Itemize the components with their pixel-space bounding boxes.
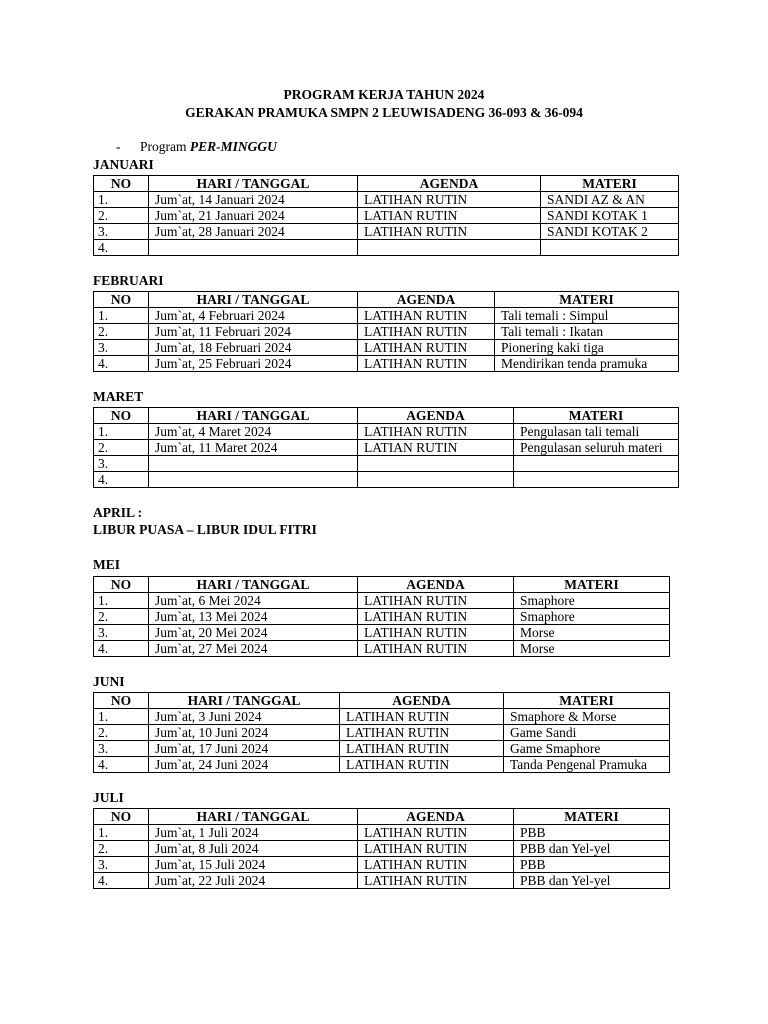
- cell-materi: Game Smaphore: [504, 741, 670, 757]
- table-row: [94, 641, 670, 657]
- table-row: [94, 841, 670, 857]
- april-holiday-note: LIBUR PUASA – LIBUR IDUL FITRI: [93, 522, 317, 537]
- cell-date: Jum`at, 11 Februari 2024: [149, 324, 358, 340]
- column-header-date: HARI / TANGGAL: [149, 693, 340, 709]
- cell-no: 2.: [94, 208, 149, 224]
- cell-date: Jum`at, 25 Februari 2024: [149, 356, 358, 372]
- cell-no: 4.: [94, 472, 149, 488]
- cell-materi: Game Sandi: [504, 725, 670, 741]
- document-subtitle: GERAKAN PRAMUKA SMPN 2 LEUWISADENG 36-093 & 36-094: [185, 105, 583, 120]
- program-prefix: Program: [140, 139, 190, 154]
- cell-date: Jum`at, 22 Juli 2024: [149, 873, 358, 889]
- cell-materi: Pengulasan tali temali: [514, 424, 679, 440]
- column-header-materi: MATERI: [514, 577, 670, 593]
- cell-date: Jum`at, 21 Januari 2024: [149, 208, 358, 224]
- cell-no: 2.: [94, 440, 149, 456]
- cell-date: Jum`at, 24 Juni 2024: [149, 757, 340, 773]
- cell-agenda: LATIAN RUTIN: [358, 208, 541, 224]
- table-row: [94, 424, 679, 440]
- cell-date: [149, 472, 358, 488]
- cell-date: Jum`at, 11 Maret 2024: [149, 440, 358, 456]
- cell-agenda: LATIAN RUTIN: [358, 440, 514, 456]
- cell-agenda: LATIHAN RUTIN: [358, 641, 514, 657]
- cell-no: 1.: [94, 424, 149, 440]
- table-header-row: [94, 292, 679, 308]
- column-header-materi: MATERI: [504, 693, 670, 709]
- table-row: [94, 340, 679, 356]
- column-header-no: NO: [94, 292, 149, 308]
- cell-date: Jum`at, 3 Juni 2024: [149, 709, 340, 725]
- cell-materi: Morse: [514, 625, 670, 641]
- schedule-table-juni: [93, 692, 670, 773]
- month-label-juni: JUNI: [93, 674, 125, 689]
- table-row: [94, 456, 679, 472]
- cell-date: Jum`at, 8 Juli 2024: [149, 841, 358, 857]
- column-header-date: HARI / TANGGAL: [149, 292, 358, 308]
- document-title: PROGRAM KERJA TAHUN 2024: [283, 87, 485, 102]
- cell-date: Jum`at, 28 Januari 2024: [149, 224, 358, 240]
- table-row: [94, 356, 679, 372]
- cell-materi: Tali temali : Simpul: [495, 308, 679, 324]
- column-header-materi: MATERI: [514, 809, 670, 825]
- bullet-dash: -: [116, 139, 121, 154]
- cell-no: 1.: [94, 825, 149, 841]
- table-row: [94, 825, 670, 841]
- table-row: [94, 873, 670, 889]
- cell-agenda: LATIHAN RUTIN: [358, 356, 495, 372]
- table-row: [94, 308, 679, 324]
- column-header-agenda: AGENDA: [358, 809, 514, 825]
- cell-date: Jum`at, 1 Juli 2024: [149, 825, 358, 841]
- cell-no: 3.: [94, 224, 149, 240]
- column-header-date: HARI / TANGGAL: [149, 577, 358, 593]
- cell-agenda: LATIHAN RUTIN: [358, 424, 514, 440]
- cell-date: [149, 456, 358, 472]
- cell-agenda: LATIHAN RUTIN: [358, 340, 495, 356]
- cell-agenda: LATIHAN RUTIN: [340, 757, 504, 773]
- cell-materi: PBB dan Yel-yel: [514, 841, 670, 857]
- cell-materi: Tanda Pengenal Pramuka: [504, 757, 670, 773]
- cell-no: 3.: [94, 456, 149, 472]
- cell-no: 4.: [94, 356, 149, 372]
- cell-no: 3.: [94, 741, 149, 757]
- cell-agenda: LATIHAN RUTIN: [358, 324, 495, 340]
- table-row: [94, 725, 670, 741]
- cell-date: Jum`at, 4 Februari 2024: [149, 308, 358, 324]
- cell-date: Jum`at, 18 Februari 2024: [149, 340, 358, 356]
- cell-date: Jum`at, 17 Juni 2024: [149, 741, 340, 757]
- cell-agenda: [358, 240, 541, 256]
- cell-materi: Morse: [514, 641, 670, 657]
- column-header-date: HARI / TANGGAL: [149, 408, 358, 424]
- cell-agenda: [358, 456, 514, 472]
- cell-agenda: LATIHAN RUTIN: [358, 873, 514, 889]
- cell-agenda: LATIHAN RUTIN: [358, 192, 541, 208]
- table-row: [94, 208, 679, 224]
- cell-date: Jum`at, 10 Juni 2024: [149, 725, 340, 741]
- cell-materi: PBB: [514, 825, 670, 841]
- column-header-agenda: AGENDA: [358, 176, 541, 192]
- column-header-agenda: AGENDA: [358, 408, 514, 424]
- cell-agenda: LATIHAN RUTIN: [358, 857, 514, 873]
- table-row: [94, 625, 670, 641]
- cell-agenda: LATIHAN RUTIN: [358, 825, 514, 841]
- cell-materi: [514, 472, 679, 488]
- column-header-no: NO: [94, 809, 149, 825]
- cell-materi: Pionering kaki tiga: [495, 340, 679, 356]
- cell-no: 2.: [94, 609, 149, 625]
- cell-no: 1.: [94, 308, 149, 324]
- table-row: [94, 757, 670, 773]
- cell-agenda: LATIHAN RUTIN: [358, 308, 495, 324]
- column-header-agenda: AGENDA: [358, 577, 514, 593]
- column-header-no: NO: [94, 176, 149, 192]
- cell-no: 4.: [94, 240, 149, 256]
- cell-date: Jum`at, 4 Maret 2024: [149, 424, 358, 440]
- table-row: [94, 593, 670, 609]
- cell-no: 4.: [94, 641, 149, 657]
- column-header-agenda: AGENDA: [340, 693, 504, 709]
- cell-materi: Tali temali : Ikatan: [495, 324, 679, 340]
- table-row: [94, 224, 679, 240]
- schedule-table-juli: [93, 808, 670, 889]
- cell-materi: [514, 456, 679, 472]
- column-header-no: NO: [94, 693, 149, 709]
- cell-no: 3.: [94, 857, 149, 873]
- table-row: [94, 472, 679, 488]
- cell-materi: Smaphore: [514, 609, 670, 625]
- cell-materi: Pengulasan seluruh materi: [514, 440, 679, 456]
- cell-materi: SANDI AZ & AN: [541, 192, 679, 208]
- table-row: [94, 709, 670, 725]
- table-header-row: [94, 176, 679, 192]
- month-label-april: APRIL :: [93, 505, 143, 520]
- schedule-table-maret: [93, 407, 679, 488]
- cell-agenda: LATIHAN RUTIN: [340, 725, 504, 741]
- table-row: [94, 857, 670, 873]
- cell-date: Jum`at, 14 Januari 2024: [149, 192, 358, 208]
- cell-date: Jum`at, 13 Mei 2024: [149, 609, 358, 625]
- cell-materi: SANDI KOTAK 1: [541, 208, 679, 224]
- column-header-materi: MATERI: [541, 176, 679, 192]
- cell-agenda: LATIHAN RUTIN: [358, 609, 514, 625]
- table-row: [94, 192, 679, 208]
- cell-no: 3.: [94, 340, 149, 356]
- cell-materi: Mendirikan tenda pramuka: [495, 356, 679, 372]
- cell-no: 1.: [94, 709, 149, 725]
- cell-date: Jum`at, 27 Mei 2024: [149, 641, 358, 657]
- table-header-row: [94, 809, 670, 825]
- schedule-table-januari: [93, 175, 679, 256]
- cell-agenda: LATIHAN RUTIN: [358, 593, 514, 609]
- program-emphasis: PER-MINGGU: [189, 139, 277, 154]
- cell-date: [149, 240, 358, 256]
- month-label-januari: JANUARI: [93, 157, 154, 172]
- program-line: [116, 139, 277, 155]
- table-header-row: [94, 693, 670, 709]
- table-row: [94, 440, 679, 456]
- cell-agenda: LATIHAN RUTIN: [340, 709, 504, 725]
- cell-no: 1.: [94, 593, 149, 609]
- table-row: [94, 240, 679, 256]
- column-header-no: NO: [94, 408, 149, 424]
- cell-materi: PBB: [514, 857, 670, 873]
- table-row: [94, 609, 670, 625]
- schedule-table-februari: [93, 291, 679, 372]
- cell-materi: PBB dan Yel-yel: [514, 873, 670, 889]
- cell-materi: Smaphore: [514, 593, 670, 609]
- cell-materi: SANDI KOTAK 2: [541, 224, 679, 240]
- month-label-juli: JULI: [93, 790, 124, 805]
- cell-materi: [541, 240, 679, 256]
- table-header-row: [94, 408, 679, 424]
- column-header-no: NO: [94, 577, 149, 593]
- cell-no: 1.: [94, 192, 149, 208]
- cell-no: 2.: [94, 841, 149, 857]
- cell-date: Jum`at, 20 Mei 2024: [149, 625, 358, 641]
- cell-agenda: [358, 472, 514, 488]
- cell-no: 4.: [94, 757, 149, 773]
- cell-no: 3.: [94, 625, 149, 641]
- table-row: [94, 741, 670, 757]
- month-label-februari: FEBRUARI: [93, 273, 164, 288]
- cell-date: Jum`at, 6 Mei 2024: [149, 593, 358, 609]
- cell-no: 4.: [94, 873, 149, 889]
- table-header-row: [94, 577, 670, 593]
- cell-date: Jum`at, 15 Juli 2024: [149, 857, 358, 873]
- cell-agenda: LATIHAN RUTIN: [358, 625, 514, 641]
- month-label-mei: MEI: [93, 557, 120, 572]
- table-row: [94, 324, 679, 340]
- cell-no: 2.: [94, 725, 149, 741]
- cell-agenda: LATIHAN RUTIN: [340, 741, 504, 757]
- column-header-materi: MATERI: [514, 408, 679, 424]
- month-label-maret: MARET: [93, 389, 144, 404]
- column-header-date: HARI / TANGGAL: [149, 176, 358, 192]
- schedule-table-mei: [93, 576, 670, 657]
- column-header-materi: MATERI: [495, 292, 679, 308]
- column-header-date: HARI / TANGGAL: [149, 809, 358, 825]
- cell-agenda: LATIHAN RUTIN: [358, 224, 541, 240]
- cell-materi: Smaphore & Morse: [504, 709, 670, 725]
- cell-no: 2.: [94, 324, 149, 340]
- column-header-agenda: AGENDA: [358, 292, 495, 308]
- cell-agenda: LATIHAN RUTIN: [358, 841, 514, 857]
